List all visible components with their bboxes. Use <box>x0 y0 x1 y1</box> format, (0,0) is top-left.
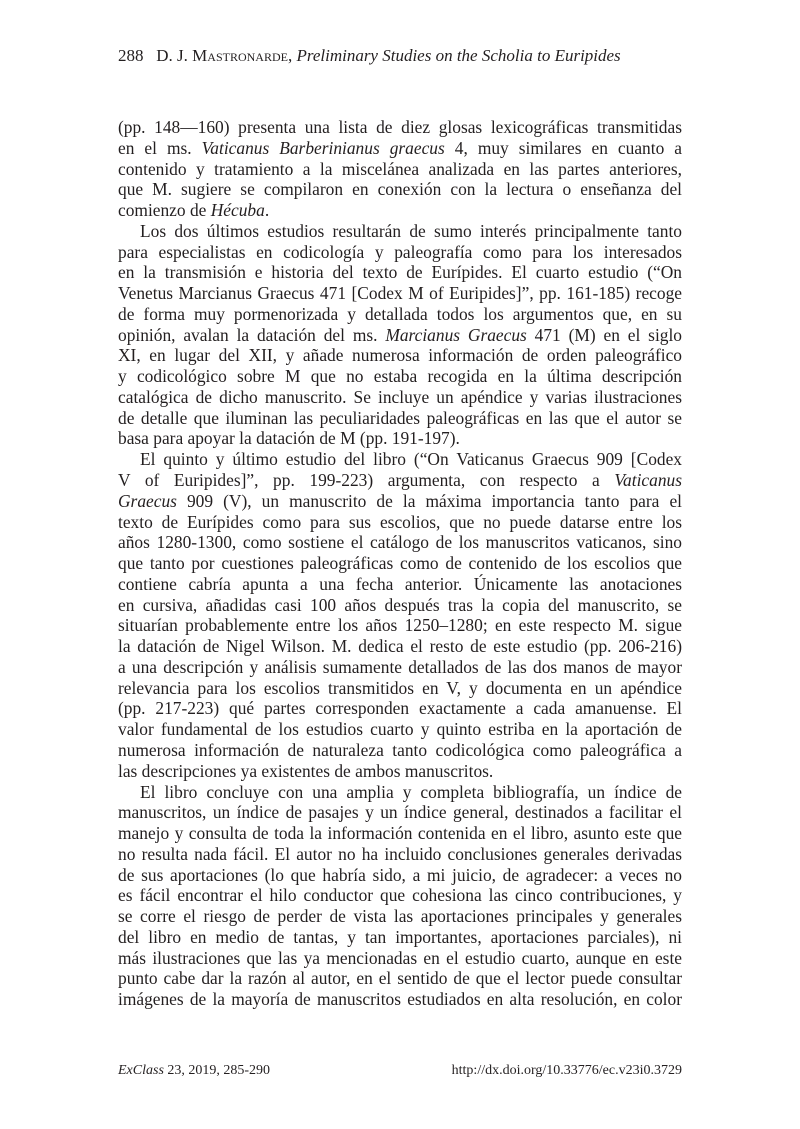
italic-text: Hécuba <box>210 200 265 221</box>
italic-text: Vaticanus <box>614 470 682 491</box>
text-segment: V of Euripides]”, pp. 199-223) argumenta, con respecto a <box>118 470 615 491</box>
text-segment: Venetus Marcianus Graecus 471 [Codex M of Euripides]”, pp. 161-185) recoge <box>118 283 682 304</box>
text-line <box>118 885 682 906</box>
text-line <box>118 491 682 512</box>
text-line <box>118 159 682 180</box>
text-segment: años 1280-1300, como sostiene el catálogo de los manuscritos vaticanos, sino <box>118 532 682 553</box>
book-title: Preliminary Studies on the Scholia to Euripides <box>296 46 621 65</box>
text-segment: . <box>264 200 270 221</box>
text-segment: catalógica de dicho manuscrito. Se incluye un apéndice y varias ilustraciones <box>118 386 682 407</box>
text-line <box>118 262 682 283</box>
page-number: 288 <box>118 46 144 65</box>
text-segment: contiene cabría apunta a una fecha anterior. Únicamente las anotaciones <box>118 573 682 594</box>
text-line <box>118 449 682 470</box>
text-segment: Los dos últimos estudios resultarán de sumo interés principalmente tanto <box>140 220 682 241</box>
text-line <box>118 366 682 387</box>
footer-doi[interactable]: http://dx.doi.org/10.33776/ec.v23i0.3729 <box>451 1063 682 1078</box>
text-segment: opinión, avalan la datación del ms. <box>118 324 386 345</box>
text-line <box>118 615 682 636</box>
body-text <box>118 117 682 1010</box>
text-segment: XI, en lugar del XII, y añade numerosa información de orden paleográfico <box>118 345 682 366</box>
text-segment: en el ms. <box>118 137 202 158</box>
text-line <box>118 968 682 989</box>
text-line <box>118 906 682 927</box>
italic-text: Marcianus Graecus <box>385 324 527 345</box>
text-line <box>118 927 682 948</box>
text-segment: basa para apoyar la datación de M (pp. 191-197). <box>118 428 460 449</box>
text-segment: El libro concluye con una amplia y completa bibliografía, un índice de <box>140 781 682 802</box>
text-line <box>118 200 682 221</box>
text-line <box>118 698 682 719</box>
text-segment: 909 (V), un manuscrito de la máxima importancia tanto para el <box>176 490 682 511</box>
text-segment: se corre el riesgo de perder de vista las aportaciones principales y generales <box>118 906 682 927</box>
text-segment: manejo y consulta de toda la información contenida en el libro, asunto este que <box>118 823 682 844</box>
title-separator: , <box>287 46 297 65</box>
text-line <box>118 657 682 678</box>
text-line <box>118 532 682 553</box>
text-line <box>118 719 682 740</box>
text-line <box>118 636 682 657</box>
text-line <box>118 989 682 1010</box>
text-line <box>118 740 682 761</box>
running-header <box>118 46 621 66</box>
text-line <box>118 512 682 533</box>
text-segment: (pp. 217-223) qué partes corresponden exactamente a cada amanuense. El <box>118 698 682 719</box>
italic-text: Graecus <box>118 490 177 511</box>
author-initials: D. J. <box>156 46 193 65</box>
text-segment: valor fundamental de los estudios cuarto y quinto estriba en la aportación de <box>118 719 682 740</box>
text-segment: la datación de Nigel Wilson. M. dedica el resto de este estudio (pp. 206-216) <box>118 636 682 657</box>
text-line <box>118 408 682 429</box>
text-line <box>118 325 682 346</box>
text-segment: que tanto por cuestiones paleográficas como de contenido de los escolios que <box>118 553 682 574</box>
footer-citation <box>118 1063 270 1079</box>
text-line <box>118 844 682 865</box>
text-line <box>118 179 682 200</box>
author-surname: Mastronarde <box>192 46 288 65</box>
text-segment: las descripciones ya existentes de ambos manuscritos. <box>118 760 494 781</box>
text-segment: punto cabe dar la razón al autor, en el sentido de que el lector puede consultar <box>118 968 682 989</box>
text-segment: de detalle que iluminan las peculiaridades paleográficas en las que el autor se <box>118 407 682 428</box>
text-segment: situarían probablemente entre los años 1250–1280; en este respecto M. sigue <box>118 615 682 636</box>
text-line <box>118 387 682 408</box>
text-segment: más ilustraciones que las ya mencionadas en el estudio cuarto, aunque en este <box>118 947 682 968</box>
text-segment: El quinto y último estudio del libro (“On Vaticanus Graecus 909 [Codex <box>140 449 682 470</box>
paragraph <box>118 782 682 1010</box>
text-segment: de forma muy pormenorizada y detallada todos los argumentos que, en su <box>118 303 682 324</box>
text-segment: en cursiva, añadidas casi 100 años después tras la copia del manuscrito, se <box>118 594 682 615</box>
text-segment: que M. sugiere se compilaron en conexión con la lectura o enseñanza del <box>118 179 682 200</box>
text-line <box>118 345 682 366</box>
text-line <box>118 138 682 159</box>
text-line <box>118 283 682 304</box>
paragraph <box>118 221 682 449</box>
text-line <box>118 470 682 491</box>
text-line <box>118 948 682 969</box>
text-segment: para especialistas en codicología y paleografía como para los interesados <box>118 241 682 262</box>
text-segment: (pp. 148—160) presenta una lista de diez glosas lexicográficas transmitidas <box>118 117 682 137</box>
text-line <box>118 802 682 823</box>
text-line <box>118 574 682 595</box>
text-segment: de sus aportaciones (lo que habría sido, a mi juicio, de agradecer: a veces no <box>118 864 682 885</box>
text-segment: del libro en medio de tantas, y tan importantes, aportaciones parciales), ni <box>118 926 682 947</box>
text-segment: en la transmisión e historia del texto de Eurípides. El cuarto estudio (“On <box>118 262 682 283</box>
text-line <box>118 823 682 844</box>
text-segment: texto de Eurípides como para sus escolios, que no puede datarse entre los <box>118 511 682 532</box>
paragraph <box>118 449 682 781</box>
text-segment: imágenes de la mayoría de manuscritos estudiados en alta resolución, en color <box>118 989 682 1010</box>
text-segment: comienzo de <box>118 200 211 221</box>
journal-volume: 23, 2019, 285-290 <box>163 1063 271 1078</box>
journal-name: ExClass <box>118 1063 164 1078</box>
text-line <box>118 553 682 574</box>
paragraph <box>118 117 682 221</box>
text-segment: a una descripción y análisis sumamente detallados de las dos manos de mayor <box>118 656 682 677</box>
text-line <box>118 428 682 449</box>
text-segment: numerosa información de naturaleza tanto codicológica como paleográfica a <box>118 739 682 760</box>
text-segment: y codicológico sobre M que no estaba recogida en la última descripción <box>118 366 682 387</box>
text-segment: no resulta nada fácil. El autor no ha incluido conclusiones generales derivadas <box>118 843 682 864</box>
text-segment: 471 (M) en el siglo <box>526 324 682 345</box>
text-line <box>118 304 682 325</box>
text-segment: manuscritos, un índice de pasajes y un índice general, destinados a facilitar el <box>118 802 682 823</box>
text-line <box>118 221 682 242</box>
text-line <box>118 761 682 782</box>
text-line <box>118 242 682 263</box>
text-line <box>118 678 682 699</box>
text-line <box>118 782 682 803</box>
italic-text: Vaticanus Barberinianus graecus <box>201 137 445 158</box>
text-segment: 4, muy similares en cuanto a <box>444 137 682 158</box>
text-segment: es fácil encontrar el hilo conductor que cohesiona las cinco contribuciones, y <box>118 885 682 906</box>
text-line <box>118 117 682 138</box>
text-segment: contenido y tratamiento a la miscelánea analizada en las partes anteriores, <box>118 158 682 179</box>
text-line <box>118 865 682 886</box>
text-segment: relevancia para los escolios transmitidos en V, y documenta en un apéndice <box>118 677 682 698</box>
text-line <box>118 595 682 616</box>
